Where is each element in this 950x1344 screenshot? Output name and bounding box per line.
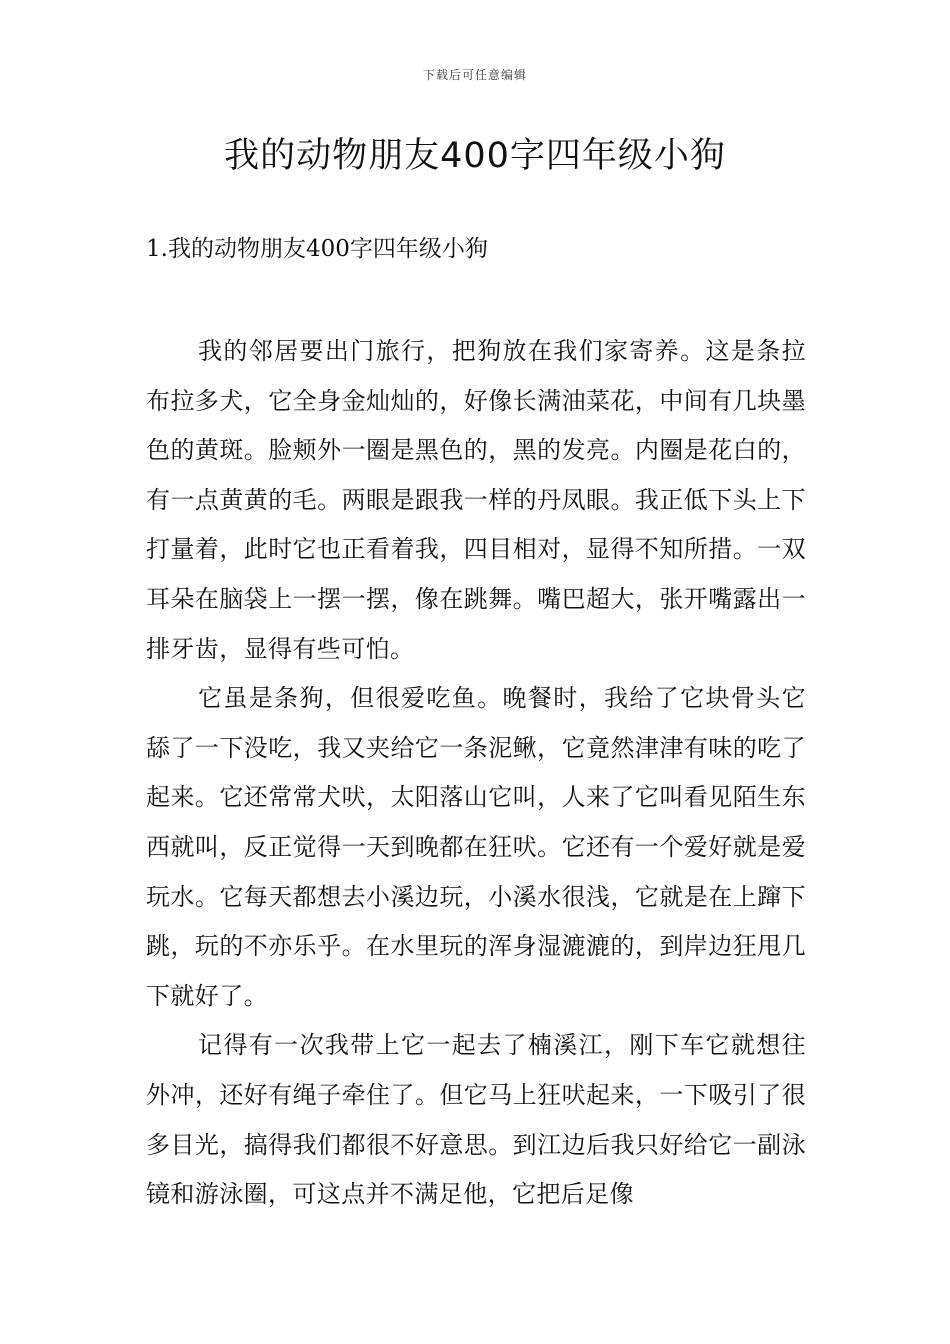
paragraph-1: 我的邻居要出门旅行，把狗放在我们家寄养。这是条拉布拉多犬，它全身金灿灿的，好像长满油菜花，中间有几块墨色的黄斑。脸颊外一圈是黑色的，黑的发亮。内圈是花白的，有一点黄黄的毛。两眼是跟我一样的丹凤眼。我正低下头上下打量着，此时它也正看着我，四目相对，显得不知所措。一双耳朵在脑袋上一摆一摆，像在跳舞。嘴巴超大，张开嘴露出一排牙齿，显得有些可怕。: [146, 337, 806, 663]
paragraph-3: 记得有一次我带上它一起去了楠溪江，刚下车它就想往外冲，还好有绳子牵住了。但它马上狂吠起来，一下吸引了很多目光，搞得我们都很不好意思。到江边后我只好给它一副泳镜和游泳圈，可这点并不满足他，它把后足像: [146, 1031, 806, 1209]
document-title: 我的动物朋友400字四年级小狗: [224, 136, 726, 176]
section-heading: 1.我的动物朋友400字四年级小狗: [146, 236, 488, 262]
header-note: 下载后可任意编辑: [422, 68, 527, 82]
paragraph-2: 它虽是条狗，但很爱吃鱼。晚餐时，我给了它块骨头它舔了一下没吃，我又夹给它一条泥鳅，它竟然津津有味的吃了起来。它还常常犬吠，太阳落山它叫，人来了它叫看见陌生东西就叫，反正觉得一天到晚都在狂吠。它还有一个爱好就是爱玩水。它每天都想去小溪边玩，小溪水很浅，它就是在上蹿下跳，玩的不亦乐乎。在水里玩的浑身湿漉漉的，到岸边狂甩几下就好了。: [146, 684, 806, 1010]
document-body: [146, 327, 806, 1220]
